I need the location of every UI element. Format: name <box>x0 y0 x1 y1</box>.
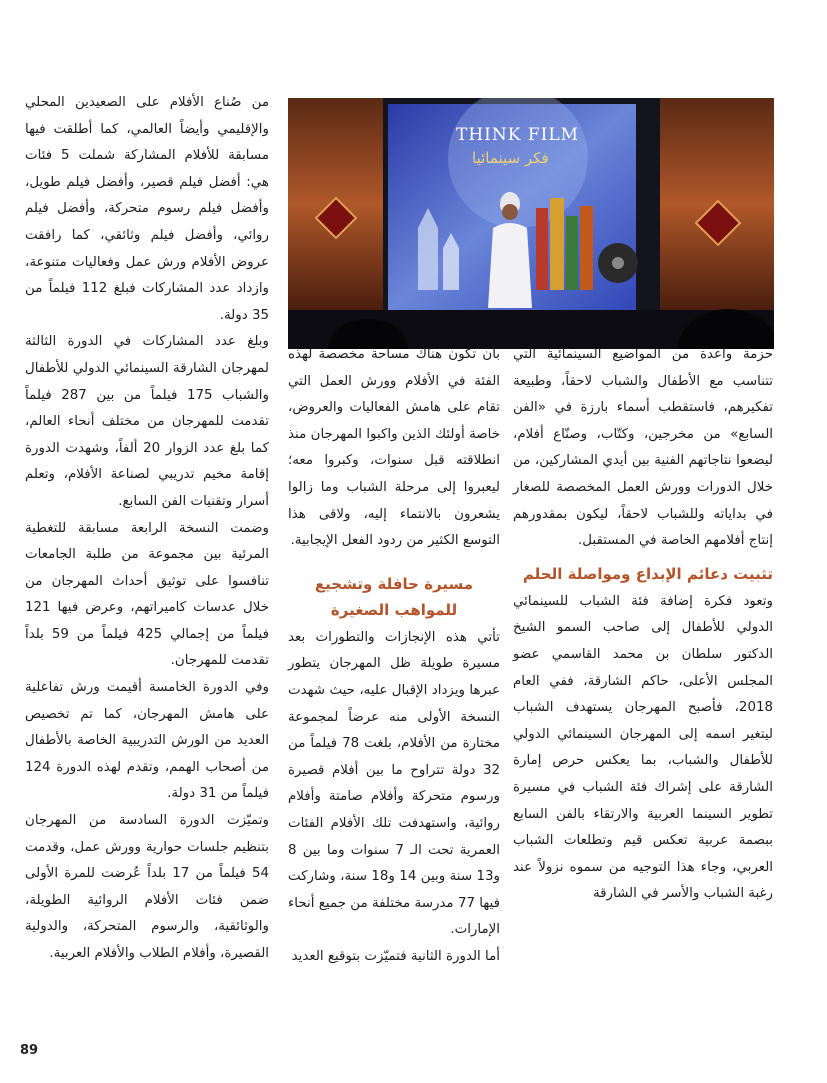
paragraph: أما الدورة الثانية فتميّزت بتوقيع العديد <box>291 948 500 964</box>
paragraph: حزمة واعدة من المواضيع السينمائية التي تتناسب مع الأطفال والشباب لاحقاً، وطبيعة تفكيرهم، فاستقطب أسماء بارزة في «الفن السابع» من مخرجين، وكتّاب، وصنّاع أفلام، ليضعوا نتاجاتهم الفنية بين أيدي المشاركين، من خلال الدورات وورش العمل المخصصة للصغار في بداياته وللشباب لاحقاً، ليكون بمقدورهم إنتاج أفلامهم الخاصة في المستقبل. <box>513 347 773 549</box>
paragraph: تأتي هذه الإنجازات والتطورات بعد مسيرة طويلة ظل المهرجان يتطور عبرها ويزداد الإقبال عليه، حيث شهدت النسخة الأولى منه عرضاً لمجموعة مختارة من الأفلام، بلغت 78 فيلماً من 32 دولة تتراوح ما بين أفلام قصيرة ورسوم متحركة وأفلام صامتة وأفلام روائية، واستهدفت تلك الأفلام الفئات العمرية تحت الـ 7 سنوات وما بين 8 و13 سنة وبين 14 و18 سنة، وشاركت فيها 77 مدرسة مختلفة من جميع أنحاء الإمارات. <box>288 629 500 938</box>
paragraph: بأن تكون هناك مساحة مخصصة لهذه الفئة في الأفلام وورش العمل التي تقام على هامش الفعاليات والعروض، خاصة أولئك الذين واكبوا المهرجان منذ انطلاقته قبل سنوات، وكبروا معه؛ ليعبروا إلى مرحلة الشباب وما زالوا يشعرون بالانتماء إليه، ولاقى هذا التوسع الكثير من ردود الفعل الإيجابية. <box>288 347 500 549</box>
article-column-middle <box>288 342 500 970</box>
paragraph: وتميّزت الدورة السادسة من المهرجان بتنظيم جلسات حوارية وورش عمل، وقدمت 54 فيلماً من 17 بلداً عُرضت للمرة الأولى ضمن فئات الأفلام الروائية الطويلة، والوثائقية، والرسوم المتحركة، والدولية القصيرة، وأفلام الطلاب والأفلام العربية. <box>25 813 269 961</box>
paragraph: وتعود فكرة إضافة فئة الشباب للسينمائي الدولي للأطفال إلى صاحب السمو الشيخ الدكتور سلطان بن محمد القاسمي عضو المجلس الأعلى، حاكم الشارقة، ففي العام 2018، فأصبح المهرجان يستهدف الشباب ليتغير اسمه إلى المهرجان السينمائي الدولي للأطفال والشباب، بما يعكس حرص إمارة الشارقة على إشراك فئة الشباب في مسيرة تطوير السينما العربية والارتقاء بالفن السابع ببصمة عربية تعكس قيم وتطلعات الشباب العربي، وجاء هذا التوجيه من سموه نزولاً عند رغبة الشباب والأسر في الشارقة <box>513 593 773 902</box>
paragraph: من صُناع الأفلام على الصعيدين المحلي والإقليمي وأيضاً العالمي، كما أطلقت فيها مسابقة للأفلام المشاركة شملت 5 فئات هي: أفضل فيلم قصير، وأفضل فيلم طويل، وأفضل فيلم رسوم متحركة، وأفضل فيلم روائي، وأفضل فيلم وثائقي، كما رافقت عروض الأفلام ورش عمل وفعاليات متنوعة، وازداد عدد المشاركات فبلغ 112 فيلماً من 35 دولة. <box>25 95 270 323</box>
article-column-left <box>25 90 269 968</box>
section-heading: تثبيت دعائم الإبداع ومواصلة الحلم <box>522 564 773 583</box>
screen-subtitle: فكر سينمائيا <box>472 149 549 167</box>
stage-photo <box>288 98 774 349</box>
paragraph: وفي الدورة الخامسة أقيمت ورش تفاعلية على هامش المهرجان، كما تم تخصيص العديد من الورش التدريبية الخاصة بالأطفال من أصحاب الهمم، وتقدم لهذه الدورة 124 فيلماً من 31 دولة. <box>25 680 269 802</box>
paragraph: وضمت النسخة الرابعة مسابقة للتغطية المرئية بين مجموعة من طلبة الجامعات تنافسوا على توثيق أحداث المهرجان من خلال عدسات كاميراتهم، وعرض فيها 121 فيلماً من إجمالي 425 فيلماً من 59 بلداً تقدمت للمهرجان. <box>25 520 269 669</box>
page-number: 89 <box>20 1043 39 1058</box>
section-heading: مسيرة حافلة وتشجيع للمواهب الصغيرة <box>314 574 474 619</box>
screen-title: THINK FILM <box>456 125 580 145</box>
article-column-right <box>513 342 773 908</box>
paragraph: وبلغ عدد المشاركات في الدورة الثالثة لمهرجان الشارقة السينمائي الدولي للأطفال والشباب 175 فيلماً من بين 287 فيلماً تقدمت للمهرجان من مختلف أنحاء العالم، كما بلغ عدد الزوار 20 ألفاً، وشهدت الدورة إقامة مخيم تدريبي لصناعة الأفلام، وتعلم أسرار وتقنيات الفن السابع. <box>25 334 269 509</box>
